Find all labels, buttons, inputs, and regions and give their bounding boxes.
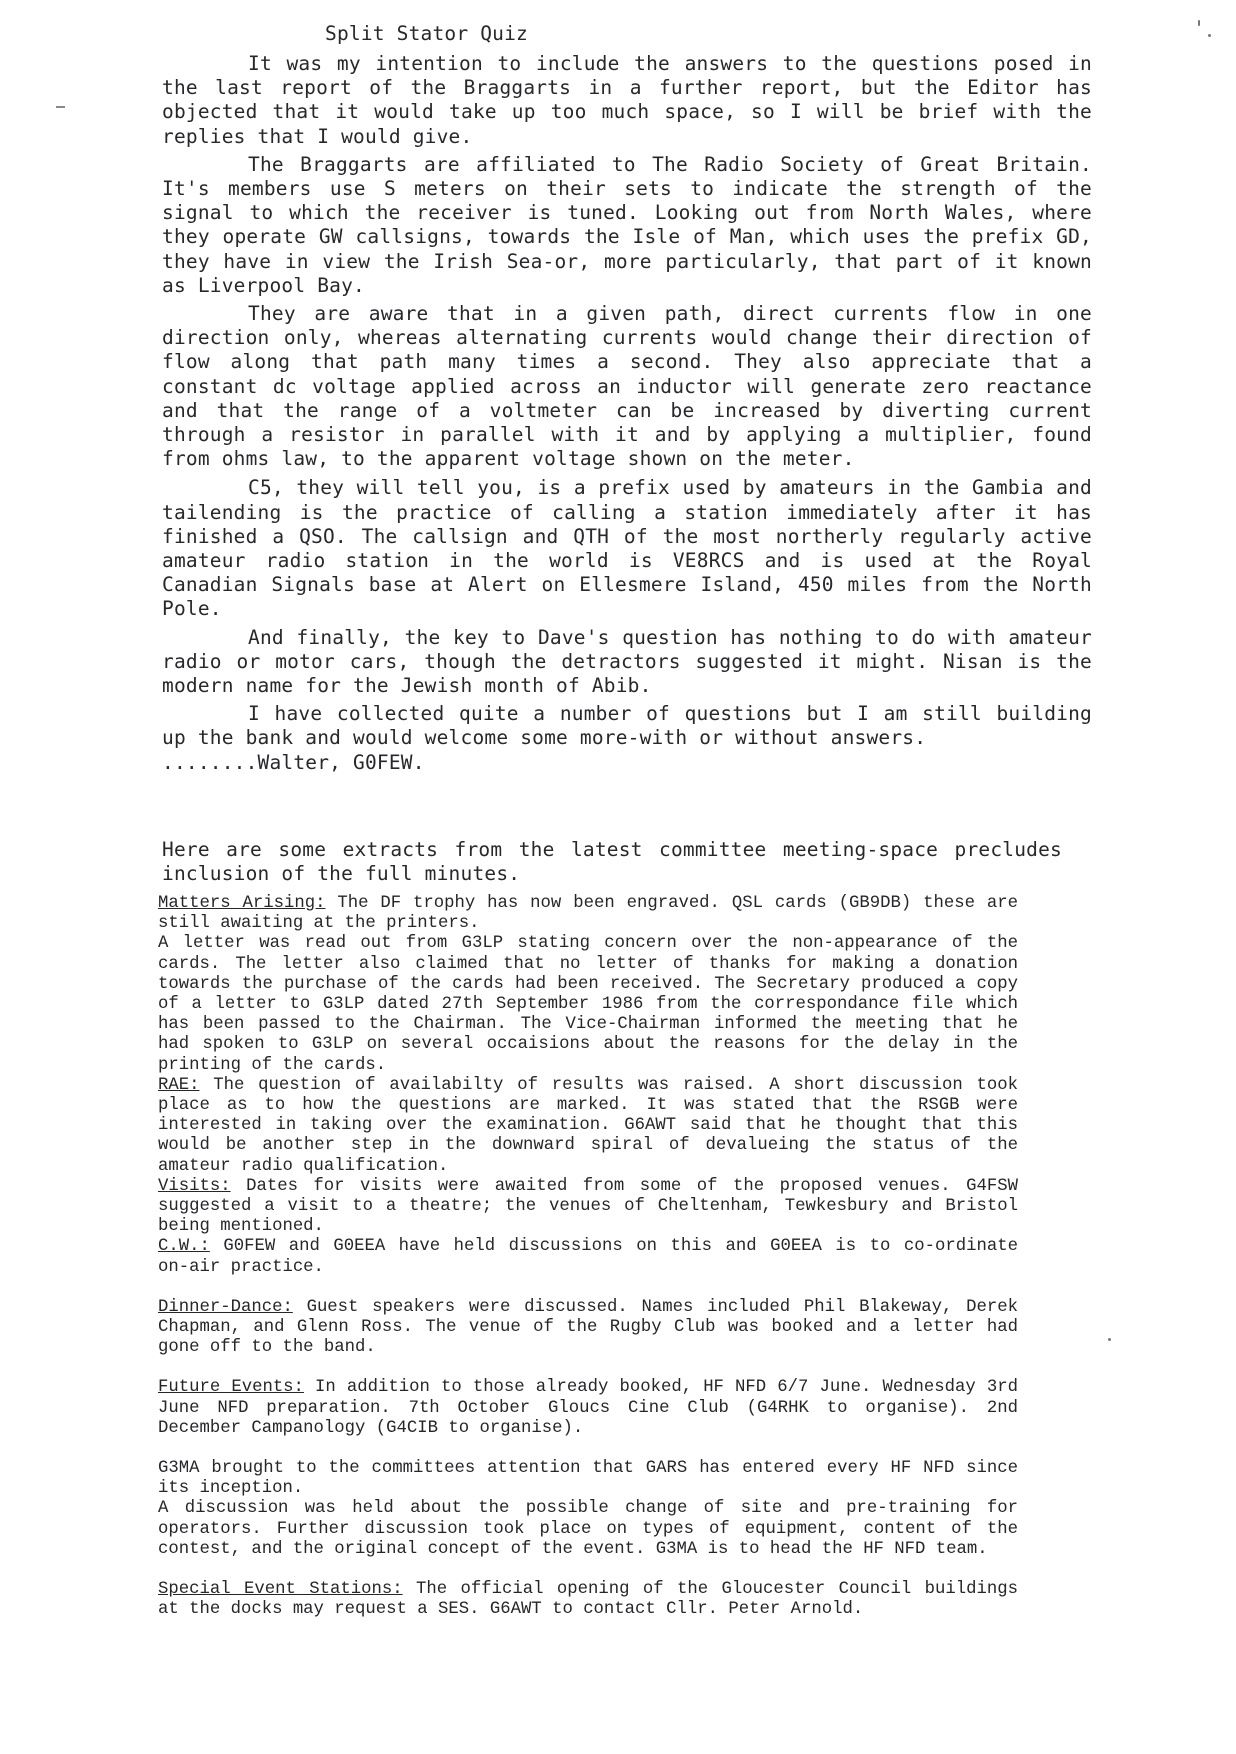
section-text: Guest speakers were discussed. Names included Phil Blakeway, Derek Chapman, and Glenn Ross. The venue of the Rugby Club was booked and a letter had gone off to the band. (158, 1297, 1018, 1358)
quiz-paragraph: And finally, the key to Dave's question has nothing to do with amateur radio or motor cars, though the detractors suggested it might. Nisan is the modern name for the Jewish month of Abib. (162, 625, 1092, 698)
minutes-future-events (158, 1378, 1018, 1439)
section-text: The DF trophy has now been engraved. QSL cards (GB9DB) these are still awaiting at the printers. (158, 894, 1018, 934)
quiz-paragraph: I have collected quite a number of questions but I am still building up the bank and would welcome some more-with or without answers. (162, 702, 1092, 750)
section-text: The question of availabilty of results was raised. A short discussion took place as to how the questions are marked. It was stated that the RSGB were interested in taking over the examination. G6AWT said that he thought that this would be another step in the downward spiral of devalueing the status of the amateur radio qualification. (158, 1075, 1018, 1176)
minutes-dinner-dance (158, 1298, 1018, 1359)
minutes-intro (162, 838, 1062, 886)
minutes-matters-arising (158, 894, 1018, 934)
minutes-paragraph: A letter was read out from G3LP stating concern over the non-appearance of the cards. The letter also claimed that no letter of thanks for making a donation towards the purchase of the cards had been received. The Secretary produced a copy of a letter to G3LP dated 27th September 1986 from the correspondance file which has been passed to the Chairman. The Vice-Chairman informed the meeting that he had spoken to G3LP on several occaisions about the reasons for the delay in the printing of the cards. (158, 934, 1018, 1075)
minutes-paragraph: A discussion was held about the possible change of site and pre-training for operators. Further discussion took place on types of equipment, content of the contest, and the original concept of the event. G3MA is to head the HF NFD team. (158, 1499, 1018, 1559)
quiz-title (325, 22, 725, 46)
section-text: In addition to those already booked, HF NFD 6/7 June. Wednesday 3rd June NFD preparation. 7th October Gloucs Cine Club (G4RHK to organise). 2nd December Campanology (G4CIB to organise). (158, 1378, 1018, 1438)
section-text: G0FEW and G0EEA have held discussions on this and G0EEA is to co-ordinate on-air practice. (158, 1237, 1018, 1277)
quiz-paragraph: C5, they will tell you, is a prefix used by amateurs in the Gambia and tailending is the practice of calling a station immediately after it has finished a QSO. The callsign and QTH of the most northerly regularly active amateur radio station in the world is VE8RCS and is used at the Royal Canadian Signals base at Alert on Ellesmere Island, 450 miles from the North Pole. (162, 476, 1092, 621)
section-heading: Visits: (158, 1176, 231, 1196)
minutes-rae (158, 1076, 1018, 1177)
section-heading: Matters Arising: (158, 894, 326, 913)
section-text: Dates for visits were awaited from some of the proposed venues. G4FSW suggested a visit to a theatre; the venues of Cheltenham, Tewkesbury and Bristol being mentioned. (158, 1176, 1018, 1237)
quiz-title-text: Split Stator Quiz (325, 22, 528, 45)
scan-mark (1198, 20, 1200, 26)
spacer (158, 1560, 1018, 1580)
section-heading: Dinner-Dance: (158, 1297, 293, 1317)
scan-mark (56, 106, 65, 108)
section-text: The official opening of the Gloucester Council buildings at the docks may request a SES. G6AWT to contact Cllr. Peter Arnold. (158, 1580, 1018, 1620)
quiz-paragraph: The Braggarts are affiliated to The Radio Society of Great Britain. It's members use S meters on their sets to indicate the strength of the signal to which the receiver is tuned. Looking out from North Wales, where they operate GW callsigns, towards the Isle of Man, which uses the prefix GD, they have in view the Irish Sea-or, more particularly, that part of it known as Liverpool Bay. (162, 152, 1092, 297)
minutes-cw (158, 1237, 1018, 1277)
quiz-paragraph: It was my intention to include the answers to the questions posed in the last report of the Braggarts in a further report, but the Editor has objected that it would take up too much space, so I will be brief with the replies that I would give. (162, 52, 1092, 148)
section-heading: C.W.: (158, 1237, 210, 1257)
spacer (158, 1278, 1018, 1298)
section-heading: RAE: (158, 1075, 200, 1095)
quiz-paragraph: They are aware that in a given path, direct currents flow in one direction only, whereas alternating currents would change their direction of flow along that path many times a second. They also appreciate that a constant dc voltage applied across an inductor will generate zero reactance and that the range of a voltmeter can be increased by diverting current through a resistor in parallel with it and by applying a multiplier, found from ohms law, to the apparent voltage shown on the meter. (162, 302, 1092, 471)
intro-text: Here are some extracts from the latest committee meeting-space precludes inclusion of the full minutes. (162, 838, 1062, 886)
quiz-body (162, 52, 1092, 775)
scan-mark (1108, 1338, 1111, 1341)
minutes-paragraph: G3MA brought to the committees attention that GARS has entered every HF NFD since its inception. (158, 1459, 1018, 1499)
scan-mark (1208, 34, 1211, 37)
spacer (158, 1439, 1018, 1459)
minutes-special-event (158, 1580, 1018, 1620)
signature: ........Walter, G0FEW. (162, 750, 425, 774)
section-heading: Future Events: (158, 1378, 304, 1398)
minutes-visits (158, 1177, 1018, 1238)
section-heading: Special Event Stations: (158, 1580, 403, 1600)
committee-minutes (158, 894, 1018, 1621)
spacer (158, 1358, 1018, 1378)
